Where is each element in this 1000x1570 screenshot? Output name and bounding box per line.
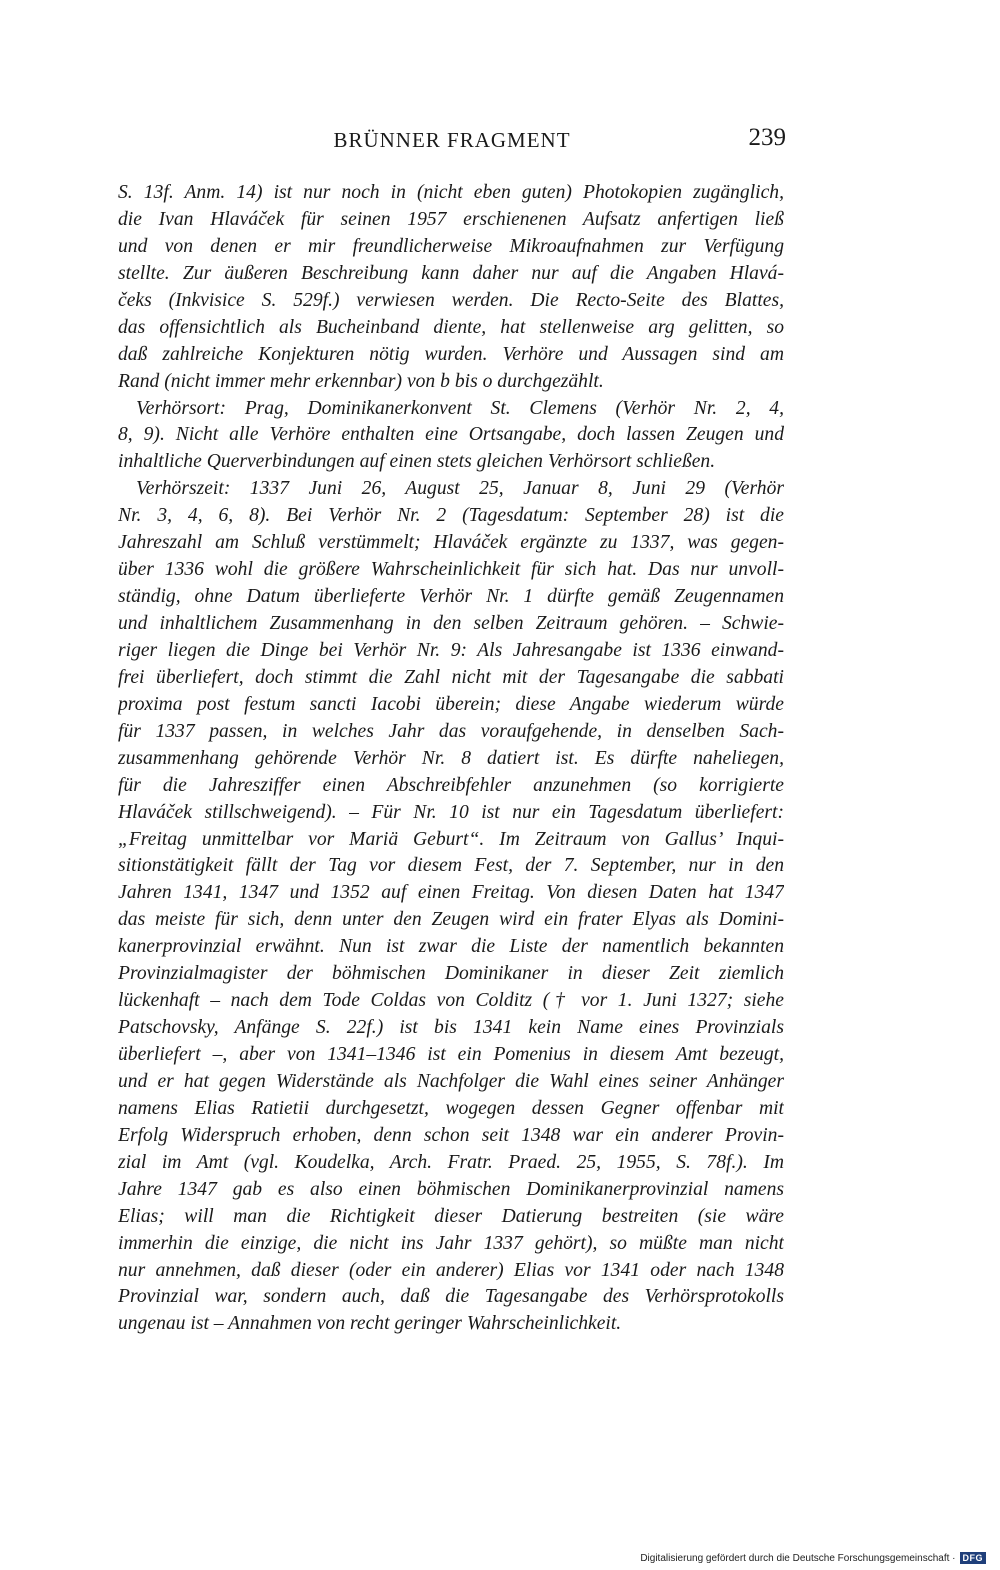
- text-line: inhaltliche Querverbindungen auf einen stets gleichen Verhörsort schließen.: [118, 451, 716, 473]
- text-line: das meiste für sich, denn unter den Zeugen wird ein frater Elyas als Domini-: [118, 909, 784, 931]
- text-line: Erfolg Widerspruch erhoben, denn schon seit 1348 war ein anderer Provin-: [118, 1124, 784, 1146]
- text-line: Hlaváček stillschweigend). – Für Nr. 10 ist nur ein Tagesdatum überliefert:: [118, 801, 784, 823]
- text-line: S. 13f. Anm. 14) ist nur noch in (nicht eben guten) Photokopien zugänglich,: [118, 182, 784, 203]
- text-line: Jahreszahl am Schluß verstümmelt; Hlaváček ergänzte zu 1337, was gegen-: [118, 532, 784, 554]
- text-line: Patschovsky, Anfänge S. 22f.) ist bis 1341 kein Name eines Provinzials: [118, 1017, 784, 1039]
- text-line: kanerprovinzial erwähnt. Nun ist zwar die Liste der namentlich bekannten: [118, 936, 784, 958]
- body-text: [118, 180, 784, 1338]
- text-line: ständig, ohne Datum überlieferte Verhör Nr. 1 dürfte gemäß Zeugennamen: [118, 586, 784, 608]
- text-line: Jahre 1347 gab es also einen böhmischen Dominikanerprovinzial namens: [118, 1178, 784, 1200]
- text-line: Provinzialmagister der böhmischen Dominikaner in dieser Zeit ziemlich: [118, 963, 784, 985]
- text-line: das offensichtlich als Bucheinband diente, hat stellenweise arg gelitten, so: [118, 316, 784, 338]
- dfg-logo-icon: DFG: [960, 1552, 987, 1564]
- running-title: BRÜNNER FRAGMENT: [333, 128, 571, 152]
- digitization-footer: [640, 1552, 986, 1564]
- text-line: nur annehmen, daß dieser (oder ein anderer) Elias vor 1341 oder nach 1348: [118, 1259, 784, 1281]
- text-line: und inhaltlichem Zusammenhang in den selben Zeitraum gehören. – Schwie-: [118, 613, 784, 634]
- text-line: zial im Amt (vgl. Koudelka, Arch. Fratr. Praed. 25, 1955, S. 78f.). Im: [118, 1151, 784, 1173]
- running-head: [118, 124, 786, 156]
- text-line: čeks (Inkvisice S. 529f.) verwiesen werden. Die Recto-Seite des Blattes,: [118, 289, 784, 311]
- text-line: sitionstätigkeit fällt der Tag vor diesem Fest, der 7. September, nur in den: [118, 855, 784, 877]
- text-line: Verhörszeit: 1337 Juni 26, August 25, Januar 8, Juni 29 (Verhör: [136, 478, 784, 500]
- text-line: namens Elias Ratietii durchgesetzt, wogegen dessen Gegner offenbar mit: [118, 1097, 784, 1119]
- text-line: zusammenhang gehörende Verhör Nr. 8 datiert ist. Es dürfte naheliegen,: [118, 747, 784, 769]
- text-line: Nr. 3, 4, 6, 8). Bei Verhör Nr. 2 (Tagesdatum: September 28) ist die: [118, 505, 784, 527]
- text-line: Jahren 1341, 1347 und 1352 auf einen Freitag. Von diesen Daten hat 1347: [118, 882, 784, 904]
- text-line: für 1337 passen, in welches Jahr das voraufgehende, in denselben Sach-: [118, 720, 784, 742]
- text-line: ungenau ist – Annahmen von recht geringer Wahrscheinlichkeit.: [118, 1313, 622, 1335]
- text-line: daß zahlreiche Konjekturen nötig wurden. Verhöre und Aussagen sind am: [118, 343, 784, 365]
- text-line: für die Jahresziffer einen Abschreibfehler anzunehmen (so korrigierte: [118, 774, 784, 796]
- text-line: und von denen er mir freundlicherweise Mikroaufnahmen zur Verfügung: [118, 235, 784, 257]
- text-line: riger liegen die Dinge bei Verhör Nr. 9: Als Jahresangabe ist 1336 einwand-: [118, 639, 784, 661]
- text-line: lückenhaft – nach dem Tode Coldas von Colditz († vor 1. Juni 1327; siehe: [118, 990, 784, 1012]
- text-line: immerhin die einzige, die nicht ins Jahr 1337 gehört), so müßte man nicht: [118, 1232, 784, 1254]
- page-number: 239: [748, 124, 786, 151]
- text-line: „Freitag unmittelbar vor Mariä Geburt“. Im Zeitraum von Gallus’ Inqui-: [118, 828, 784, 850]
- text-line: 8, 9). Nicht alle Verhöre enthalten eine Ortsangabe, doch lassen Zeugen und: [118, 424, 784, 446]
- text-line: proxima post festum sancti Iacobi überein; diese Angabe wiederum würde: [118, 693, 784, 715]
- text-line: Elias; will man die Richtigkeit dieser Datierung bestreiten (sie wäre: [118, 1205, 784, 1227]
- text-line: stellte. Zur äußeren Beschreibung kann daher nur auf die Angaben Hlavá-: [118, 262, 784, 284]
- text-line: frei überliefert, doch stimmt die Zahl nicht mit der Tagesangabe die sabbati: [118, 666, 784, 688]
- text-line: Provinzial war, sondern auch, daß die Tagesangabe des Verhörsprotokolls: [118, 1286, 784, 1308]
- text-line: und er hat gegen Widerstände als Nachfolger die Wahl eines seiner Anhänger: [118, 1070, 784, 1092]
- text-line: Verhörsort: Prag, Dominikanerkonvent St. Clemens (Verhör Nr. 2, 4,: [136, 397, 784, 419]
- text-line: die Ivan Hlaváček für seinen 1957 erschienenen Aufsatz anfertigen ließ: [118, 208, 784, 230]
- text-line: Rand (nicht immer mehr erkennbar) von b bis o durchgezählt.: [118, 370, 604, 392]
- text-line: über 1336 wohl die größere Wahrscheinlichkeit für sich hat. Das nur unvoll-: [118, 559, 784, 581]
- footer-credit: Digitalisierung gefördert durch die Deutsche Forschungsgemeinschaft ·: [640, 1552, 956, 1564]
- text-line: überliefert –, aber von 1341–1346 ist ein Pomenius in diesem Amt bezeugt,: [118, 1044, 784, 1065]
